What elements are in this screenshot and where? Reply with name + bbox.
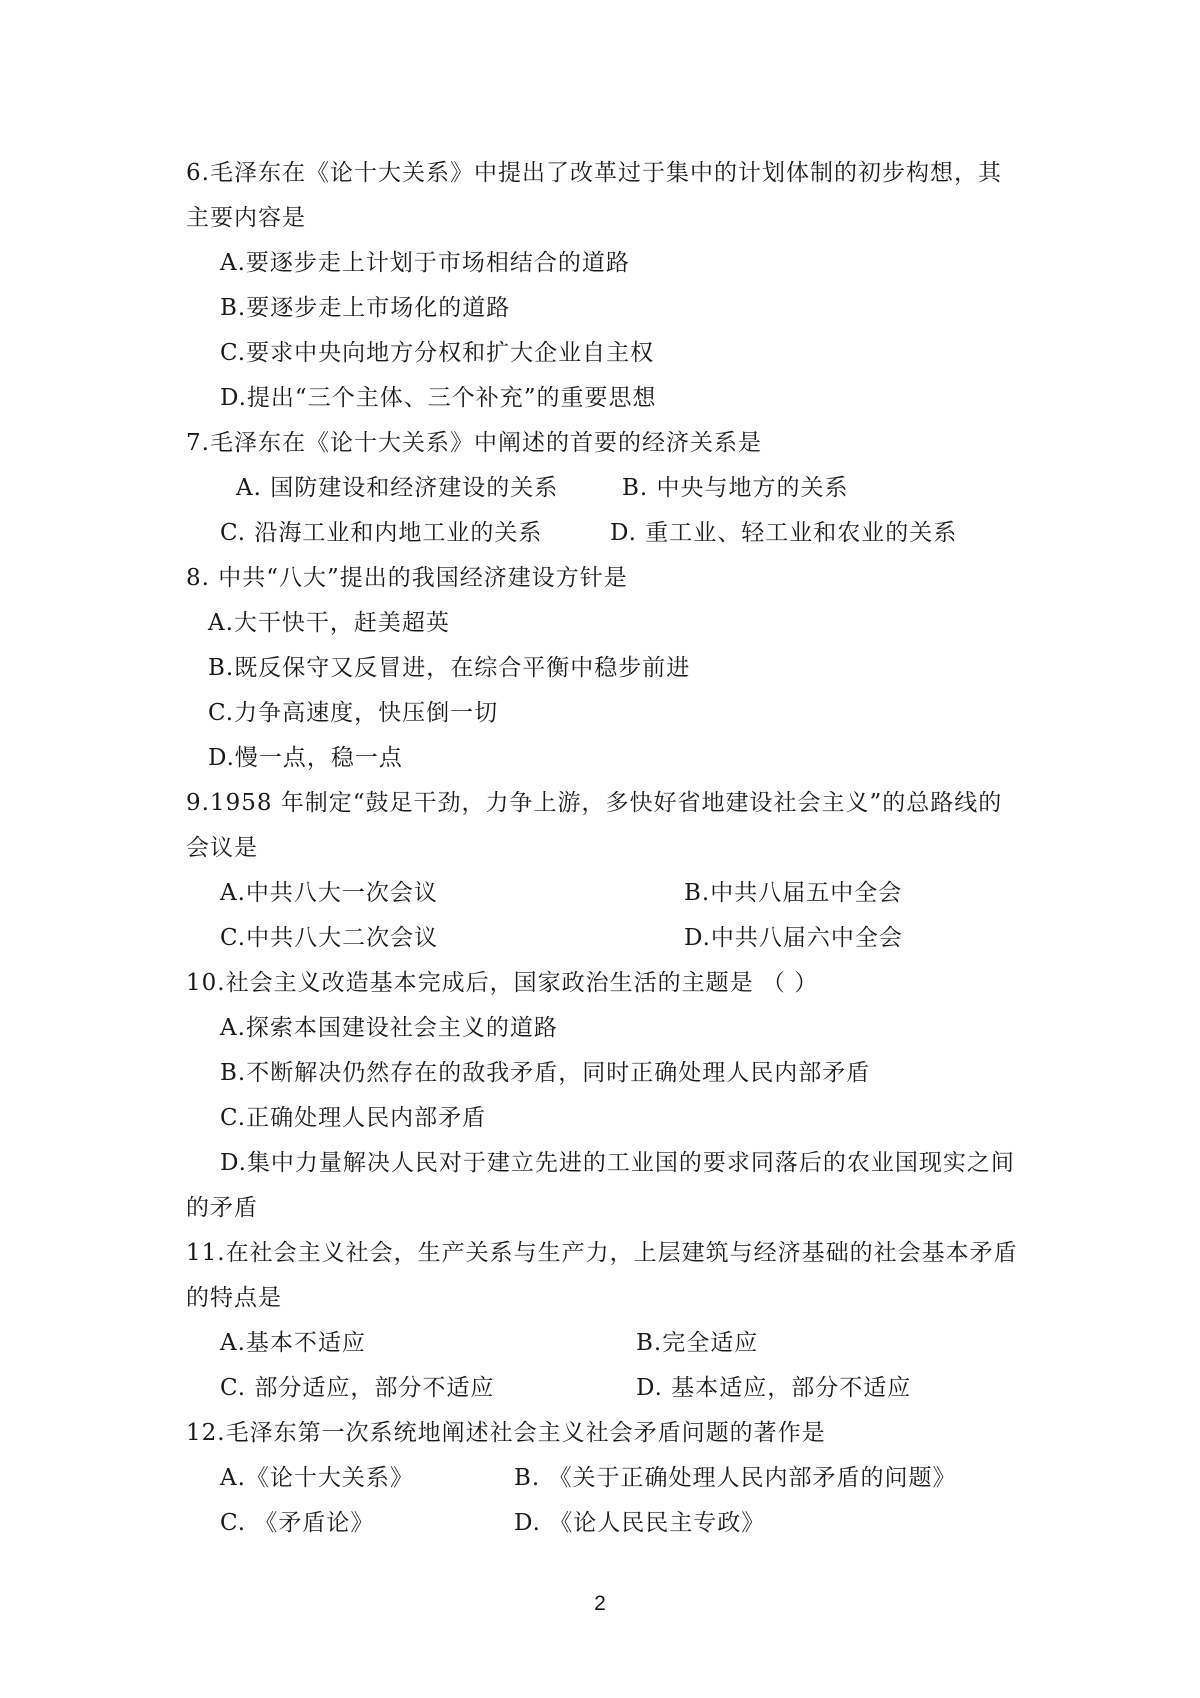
q12-option-d: D. 《论人民民主专政》	[514, 1510, 766, 1536]
q10-option-d-continued: 的矛盾	[186, 1195, 258, 1221]
q12-option-c: C. 《矛盾论》	[220, 1510, 375, 1536]
q11-option-a: A.基本不适应	[220, 1330, 366, 1356]
q11-option-d: D. 基本适应，部分不适应	[636, 1375, 912, 1401]
q6-option-a: A.要逐步走上计划于市场相结合的道路	[220, 250, 630, 276]
q9-option-a: A.中共八大一次会议	[220, 880, 438, 906]
q10-option-b: B.不断解决仍然存在的敌我矛盾，同时正确处理人民内部矛盾	[220, 1060, 871, 1086]
q6-option-d: D.提出“三个主体、三个补充”的重要思想	[220, 385, 657, 411]
q10-stem: 10.社会主义改造基本完成后，国家政治生活的主题是 （ ）	[186, 970, 819, 996]
q10-option-a: A.探索本国建设社会主义的道路	[220, 1015, 558, 1041]
q8-option-a: A.大干快干，赶美超英	[208, 610, 450, 636]
q9-option-b: B.中共八届五中全会	[684, 880, 903, 906]
q9-option-c: C.中共八大二次会议	[220, 925, 439, 951]
q11-option-c: C. 部分适应，部分不适应	[220, 1375, 495, 1401]
q11-stem-line1: 11.在社会主义社会，生产关系与生产力，上层建筑与经济基础的社会基本矛盾	[186, 1240, 1018, 1266]
page-number: 2	[594, 1592, 606, 1615]
q6-stem-line1: 6.毛泽东在《论十大关系》中提出了改革过于集中的计划体制的初步构想，其	[186, 160, 1002, 186]
q8-option-b: B.既反保守又反冒进，在综合平衡中稳步前进	[208, 655, 691, 681]
q7-option-a: A. 国防建设和经济建设的关系	[236, 475, 559, 501]
q11-stem-line2: 的特点是	[186, 1285, 282, 1311]
q9-option-d: D.中共八届六中全会	[684, 925, 903, 951]
q6-stem-line2: 主要内容是	[186, 205, 306, 231]
q8-option-c: C.力争高速度，快压倒一切	[208, 700, 499, 726]
q6-option-b: B.要逐步走上市场化的道路	[220, 295, 511, 321]
q6-option-c: C.要求中央向地方分权和扩大企业自主权	[220, 340, 655, 366]
q7-option-b: B. 中央与地方的关系	[622, 475, 849, 501]
q10-option-c: C.正确处理人民内部矛盾	[220, 1105, 487, 1131]
q12-stem: 12.毛泽东第一次系统地阐述社会主义社会矛盾问题的著作是	[186, 1420, 826, 1446]
q9-stem-line2: 会议是	[186, 835, 258, 861]
q12-option-b: B. 《关于正确处理人民内部矛盾的问题》	[514, 1465, 957, 1491]
q10-option-d: D.集中力量解决人民对于建立先进的工业国的要求同落后的农业国现实之间	[220, 1150, 1015, 1176]
q11-option-b: B.完全适应	[636, 1330, 759, 1356]
q12-option-a: A.《论十大关系》	[220, 1465, 414, 1491]
q8-option-d: D.慢一点，稳一点	[208, 745, 403, 771]
q7-stem: 7.毛泽东在《论十大关系》中阐述的首要的经济关系是	[186, 430, 762, 456]
q9-stem-line1: 9.1958 年制定“鼓足干劲，力争上游，多快好省地建设社会主义”的总路线的	[186, 790, 1003, 816]
q7-option-c: C. 沿海工业和内地工业的关系	[220, 520, 543, 546]
q7-option-d: D. 重工业、轻工业和农业的关系	[610, 520, 958, 546]
q8-stem: 8. 中共“八大”提出的我国经济建设方针是	[186, 565, 628, 591]
